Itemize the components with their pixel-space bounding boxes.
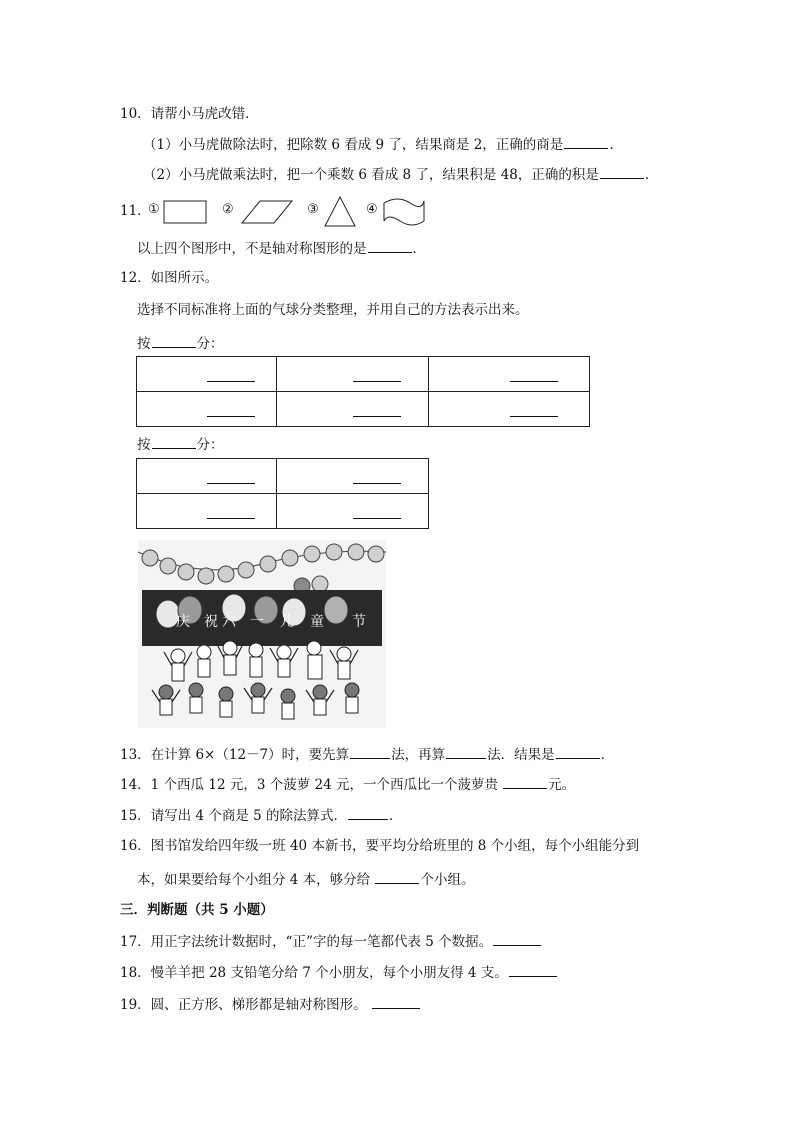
table-cell[interactable]: [429, 357, 590, 392]
classification-table-1: [136, 356, 590, 427]
q11-number: 11．: [120, 203, 151, 219]
answer-blank[interactable]: [509, 962, 557, 977]
answer-blank[interactable]: [350, 744, 390, 759]
table-cell[interactable]: [277, 392, 429, 427]
table-cell[interactable]: [277, 357, 429, 392]
table-cell[interactable]: [277, 459, 429, 494]
q10-part1-end: ．: [609, 137, 623, 153]
q17-text: 17．用正字法统计数据时，“正”字的每一笔都代表 5 个数据。: [120, 934, 493, 950]
q18: [120, 962, 558, 983]
svg-text:一: 一: [250, 614, 264, 630]
answer-blank[interactable]: [348, 805, 388, 820]
q12-by-1: [137, 333, 224, 354]
by-suffix: 分：: [196, 437, 224, 453]
q11-question: [137, 238, 426, 259]
q16-text-b: 个小组。: [420, 872, 475, 888]
shapes-row: [160, 195, 430, 231]
q10-part2: [143, 164, 658, 185]
q10-part1-text: （1）小马虎做除法时，把除数 6 看成 9 了，结果商是 2，正确的商是: [143, 137, 564, 153]
q19: [120, 994, 421, 1015]
shape-label-1: ①: [148, 202, 160, 217]
answer-blank[interactable]: [564, 134, 608, 149]
svg-text:六: 六: [222, 614, 236, 630]
q15-text-a: 15．请写出 4 个商是 5 的除法算式．: [120, 808, 348, 824]
q13: [120, 744, 614, 765]
svg-text:庆: 庆: [176, 614, 190, 630]
q10-title: 10．请帮小马虎改错．: [120, 106, 259, 122]
section-heading: 三．判断题（共 5 小题）: [120, 902, 274, 918]
shape-label-4: ④: [366, 202, 378, 217]
answer-blank[interactable]: [152, 434, 196, 449]
q17: [120, 931, 542, 952]
q13-text-c: 法．结果是: [487, 747, 555, 763]
q13-text-b: 法，再算: [391, 747, 446, 763]
table-row: [137, 459, 429, 494]
answer-blank[interactable]: [600, 164, 644, 179]
answer-blank[interactable]: [152, 333, 196, 348]
by-prefix: 按: [137, 336, 151, 352]
q18-text: 18．慢羊羊把 28 支铅笔分给 7 个小朋友，每个小朋友得 4 支。: [120, 965, 508, 981]
q16-text-a: 本，如果要给每个小组分 4 本，够分给: [137, 872, 375, 888]
table-cell[interactable]: [137, 357, 277, 392]
svg-text:童: 童: [310, 614, 324, 630]
q14: [120, 774, 575, 795]
classification-table-2: [136, 458, 429, 529]
table-cell[interactable]: [137, 459, 277, 494]
table-cell[interactable]: [137, 494, 277, 529]
q14-text-a: 14．1 个西瓜 12 元，3 个菠萝 24 元，一个西瓜比一个菠萝贵: [120, 777, 503, 793]
svg-text:节: 节: [352, 614, 366, 630]
table-cell[interactable]: [137, 392, 277, 427]
answer-blank[interactable]: [368, 238, 412, 253]
by-suffix: 分：: [196, 336, 224, 352]
q12-instruction: 选择不同标准将上面的气球分类整理，并用自己的方法表示出来。: [137, 302, 529, 318]
answer-blank[interactable]: [372, 994, 420, 1009]
table-cell[interactable]: [277, 494, 429, 529]
answer-blank[interactable]: [446, 744, 486, 759]
q19-text: 19．圆、正方形、梯形都是轴对称图形。: [120, 997, 371, 1013]
balloon-celebration-illustration: [138, 540, 386, 728]
q16-line1: 16．图书馆发给四年级一班 40 本新书，要平均分给班里的 8 个小组，每个小组能分到: [120, 838, 640, 854]
q13-text-a: 13．在计算 6×（12－7）时，要先算: [120, 747, 350, 763]
shape-label-3: ③: [307, 202, 319, 217]
shape-label-2: ②: [222, 202, 234, 217]
q16-line2: [137, 869, 474, 890]
answer-blank[interactable]: [556, 744, 600, 759]
q10-part2-end: ．: [644, 167, 659, 183]
answer-blank[interactable]: [375, 869, 419, 884]
answer-blank[interactable]: [503, 774, 547, 789]
q15-text-b: ．: [389, 808, 403, 824]
q11-question-text: 以上四个图形中，不是轴对称图形的是: [137, 241, 367, 257]
q12-title: 12．如图所示。: [120, 270, 219, 286]
svg-text:祝: 祝: [204, 614, 218, 630]
answer-blank[interactable]: [493, 931, 541, 946]
q12-by-2: [137, 434, 224, 455]
q10-part1: [143, 134, 623, 155]
q13-text-d: ．: [600, 747, 615, 763]
table-row: [137, 494, 429, 529]
table-row: [137, 357, 590, 392]
table-cell[interactable]: [429, 392, 590, 427]
q14-text-b: 元。: [548, 777, 576, 793]
by-prefix: 按: [137, 437, 151, 453]
flag-shape: [384, 199, 424, 225]
rectangle-shape: [164, 201, 206, 223]
q15: [120, 805, 403, 826]
parallelogram-shape: [242, 201, 292, 223]
table-row: [137, 392, 590, 427]
triangle-shape: [325, 197, 355, 226]
svg-text:儿: 儿: [280, 614, 294, 630]
q10-part2-text: （2）小马虎做乘法时，把一个乘数 6 看成 8 了，结果积是 48，正确的积是: [143, 167, 599, 183]
q11-end: ．: [412, 241, 426, 257]
